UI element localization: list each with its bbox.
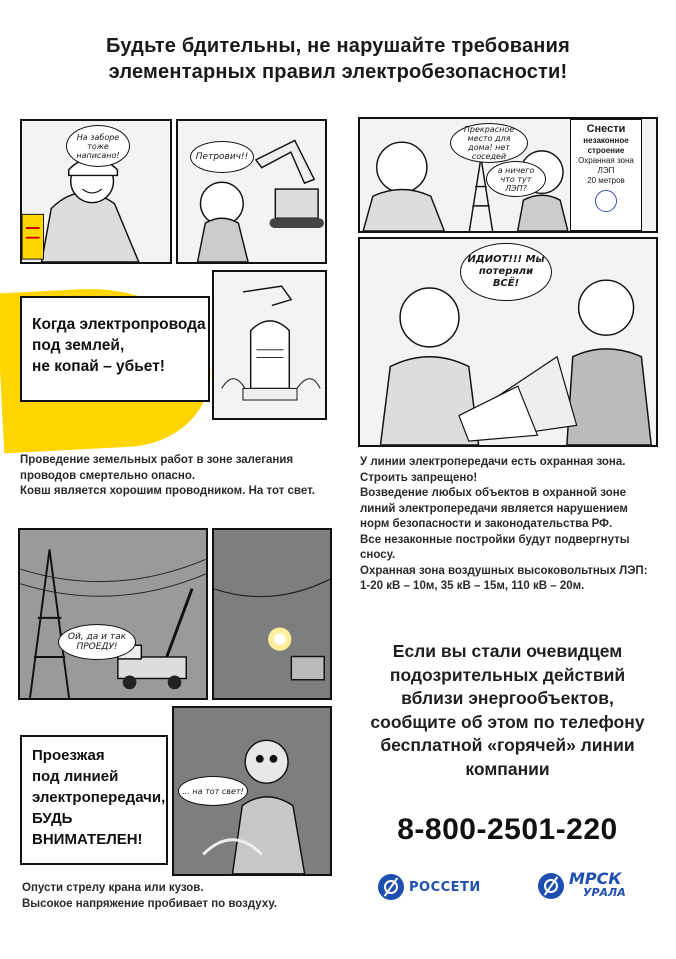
hotline-notice: [355, 640, 660, 781]
drive-warning-line5: ВНИМАТЕЛЕН!: [32, 831, 143, 848]
dig-caption-line1: Проведение земельных работ в зоне залегания проводов смертельно опасно.: [20, 454, 294, 482]
speech-bubble-nice-place: Прекрасное место для дома! нет соседей: [450, 123, 528, 163]
drive-warning-line3: электропередачи,: [32, 789, 166, 806]
comic-panel-gravestone: [212, 270, 327, 420]
notice-line1: Если вы стали очевидцем: [392, 641, 623, 661]
speech-bubble-petrovich: Петрович!!: [190, 141, 254, 173]
notice-line5: бесплатной «горячей» линии: [380, 735, 635, 755]
notice-line2: подозрительных действий: [389, 664, 626, 685]
drive-warning-callout: [20, 735, 168, 865]
crane-truck-illustration: [20, 530, 206, 698]
demolition-stamp: [570, 119, 642, 231]
hotline-phone-number: 8-800-2501-220: [397, 813, 618, 846]
drive-warning-line4: БУДЬ: [32, 810, 73, 827]
comic-panel-crane-truck: [18, 528, 208, 700]
stamp-distance: 20 метров: [587, 176, 625, 185]
mrsk-logo-text: [569, 869, 626, 900]
dig-warning-callout: [20, 296, 210, 402]
drive-warning-line2: под линией: [32, 768, 119, 785]
comic-panel-excavator: [176, 119, 327, 264]
notice-line3: вблизи энергообъектов,: [401, 688, 614, 708]
protection-zone-caption: [360, 455, 660, 595]
speech-bubble-what-about-lines: а ничего что тут ЛЭП?: [486, 161, 546, 197]
dig-warning-line3: не копай – убьет!: [32, 358, 165, 375]
mrsk-logo-line2: УРАЛА: [583, 886, 626, 899]
zone-caption-line4: Все незаконные постройки будут подвергнуты сносу.: [360, 533, 630, 561]
comic-panel-worker: [20, 119, 172, 264]
crane-caption-line2: Высокое напряжение пробивает по воздуху.: [22, 897, 277, 910]
rosseti-logo-text: РОССЕТИ: [409, 879, 481, 895]
zone-caption-line1: У линии электропередачи есть охранная зона.: [360, 456, 626, 468]
spark-illustration: [214, 530, 330, 698]
zone-caption-line3: Возведение любых объектов в охранной зоне линий электропередачи является нарушением норм безопасности и законодательства РФ.: [360, 487, 628, 530]
speech-bubble-idiot: ИДИОТ!!! Мы потеряли ВСЁ!: [460, 243, 552, 301]
drive-warning-line1: Проезжая: [32, 747, 105, 764]
notice-line6: компании: [465, 758, 550, 779]
comic-panel-spark: [212, 528, 332, 700]
dig-caption: [20, 453, 340, 500]
speech-bubble-proedu: Ой, да и так ПРОЕДУ!: [58, 624, 136, 660]
dig-warning-line1: Когда электропровода: [32, 316, 206, 333]
stamp-head: Снести: [586, 123, 626, 135]
mrsk-logo-icon: [538, 873, 564, 899]
zone-caption-line5: Охранная зона воздушных высоковольтных ЛЭП: 1-20 кВ – 10м, 35 кВ – 15м, 110 кВ – 20м.: [360, 564, 648, 592]
rosseti-logo: [378, 874, 481, 900]
dig-caption-line2: Ковш является хорошим проводником. На тот свет.: [20, 485, 315, 497]
crane-caption: [22, 881, 362, 912]
comic-panel-skeleton: [172, 706, 332, 876]
dig-warning-line2: под землей,: [32, 337, 125, 354]
page-title-line1: Будьте бдительны, не нарушайте требования: [106, 35, 570, 57]
rosseti-logo-icon: [378, 874, 404, 900]
gravestone-illustration: [214, 272, 325, 418]
coat-of-arms-icon: [595, 190, 617, 212]
zone-caption-line2: Строить запрещено!: [360, 471, 478, 484]
notice-line4: сообщите об этом по телефону: [370, 711, 645, 732]
page-title-line2: элементарных правил электробезопасности!: [108, 61, 568, 83]
mrsk-urala-logo: [538, 869, 626, 900]
stamp-zone: Охранная зона ЛЭП: [578, 156, 634, 175]
excavator-illustration: [178, 121, 325, 262]
stamp-sub: незаконное строение: [583, 136, 629, 155]
crane-caption-line1: Опусти стрелу крана или кузов.: [22, 882, 204, 894]
speech-bubble-tot-svet: ... на тот свет!: [178, 776, 248, 806]
comic-panel-lost-everything: [358, 237, 658, 447]
mrsk-logo-line1: МРСК: [569, 869, 622, 888]
speech-bubble-fence: На заборе тоже написано!: [66, 125, 130, 167]
